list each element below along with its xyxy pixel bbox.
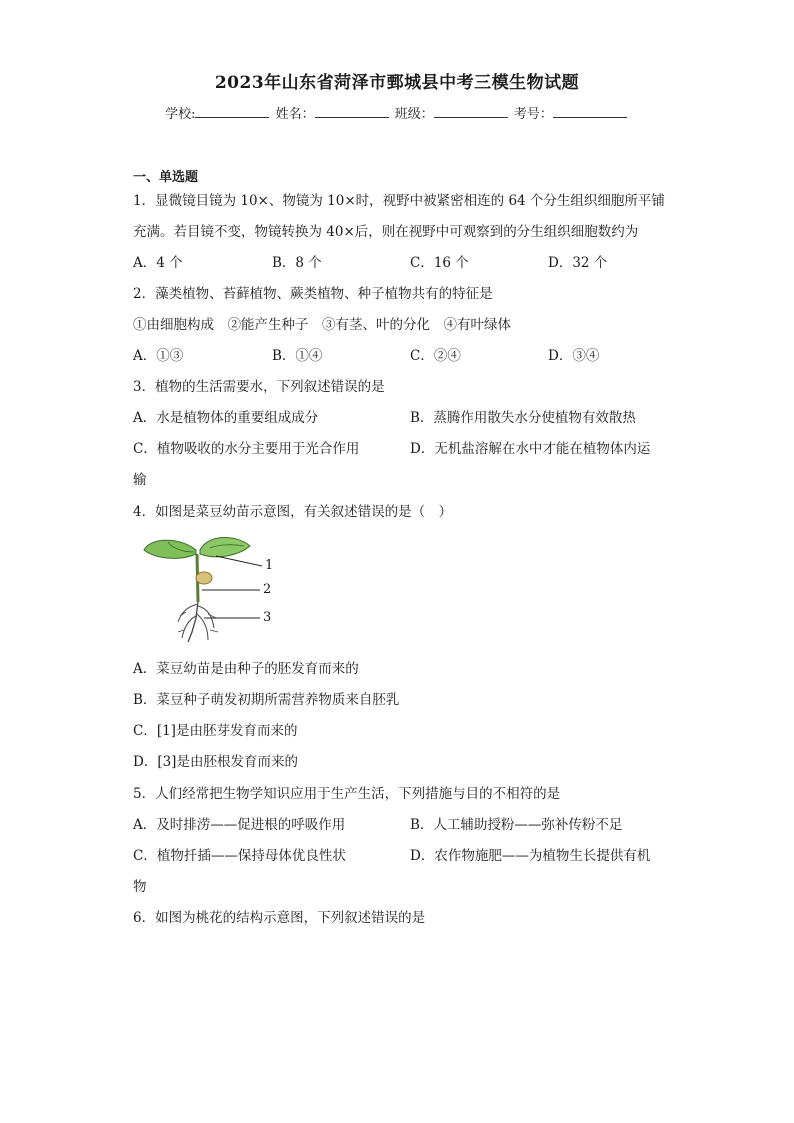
- class-label: 班级：: [394, 107, 434, 122]
- q3-option-d[interactable]: D．无机盐溶解在水中才能在植物体内运: [410, 441, 651, 457]
- q4-option-b[interactable]: B．菜豆种子萌发初期所需营养物质来自胚乳: [133, 692, 400, 708]
- q3-option-a[interactable]: A．水是植物体的重要组成成分: [133, 410, 319, 426]
- figure-label-1: 1: [265, 558, 274, 573]
- q3-option-d-cont: 输: [133, 472, 147, 488]
- figure-label-3: 3: [263, 610, 272, 625]
- q2-option-c[interactable]: C．②④: [410, 348, 461, 364]
- name-blank[interactable]: [315, 106, 389, 118]
- q2-option-b[interactable]: B．①④: [272, 348, 323, 364]
- bean-seedling-figure: [138, 532, 288, 647]
- q5-stem: 5．人们经常把生物学知识应用于生产生活，下列措施与目的不相符的是: [133, 786, 561, 802]
- school-blank[interactable]: [195, 106, 269, 118]
- section-heading: 一、单选题: [133, 170, 199, 185]
- name-label: 姓名：: [275, 107, 315, 122]
- q4-stem: 4．如图是菜豆幼苗示意图，有关叙述错误的是（ ）: [133, 504, 453, 520]
- q1-option-c[interactable]: C．16 个: [410, 255, 469, 271]
- figure-label-2: 2: [263, 582, 272, 597]
- q4-option-a[interactable]: A．菜豆幼苗是由种子的胚发育而来的: [133, 661, 359, 677]
- student-info-line: [0, 103, 794, 122]
- q2-option-d[interactable]: D．③④: [548, 348, 600, 364]
- q5-option-c[interactable]: C．植物扦插——保持母体优良性状: [133, 848, 346, 864]
- q4-option-c[interactable]: C．[1]是由胚芽发育而来的: [133, 723, 298, 739]
- q6-stem: 6．如图为桃花的结构示意图，下列叙述错误的是: [133, 910, 426, 926]
- q2-option-a[interactable]: A．①③: [133, 348, 184, 364]
- q1-option-d[interactable]: D．32 个: [548, 255, 608, 271]
- q4-option-d[interactable]: D．[3]是由胚根发育而来的: [133, 754, 298, 770]
- q3-option-c[interactable]: C．植物吸收的水分主要用于光合作用: [133, 441, 360, 457]
- q3-stem: 3．植物的生活需要水，下列叙述错误的是: [133, 379, 385, 395]
- q1-stem-line1: 1．显微镜目镜为 10×、物镜为 10×时，视野中被紧密相连的 64 个分生组织细胞所平铺: [133, 193, 665, 209]
- exam-title: 2023年山东省菏泽市鄄城县中考三模生物试题: [214, 73, 580, 93]
- q1-stem-line2: 充满。若目镜不变，物镜转换为 40×后，则在视野中可观察到的分生组织细胞数约为: [133, 224, 639, 240]
- exam-no-blank[interactable]: [553, 106, 627, 118]
- q5-option-b[interactable]: B．人工辅助授粉——弥补传粉不足: [410, 817, 623, 833]
- school-label: 学校:: [165, 107, 196, 122]
- q2-items: ①由细胞构成 ②能产生种子 ③有茎、叶的分化 ④有叶绿体: [133, 317, 511, 333]
- q5-option-d[interactable]: D．农作物施肥——为植物生长提供有机: [410, 848, 651, 864]
- q5-option-d-cont: 物: [133, 879, 147, 895]
- q1-option-b[interactable]: B．8 个: [272, 255, 322, 271]
- exam-no-label: 考号：: [513, 107, 553, 122]
- q5-option-a[interactable]: A．及时排涝——促进根的呼吸作用: [133, 817, 346, 833]
- q3-option-b[interactable]: B．蒸腾作用散失水分使植物有效散热: [410, 410, 636, 426]
- q2-stem: 2．藻类植物、苔藓植物、蕨类植物、种子植物共有的特征是: [133, 286, 493, 302]
- q1-option-a[interactable]: A．4 个: [133, 255, 183, 271]
- class-blank[interactable]: [434, 106, 508, 118]
